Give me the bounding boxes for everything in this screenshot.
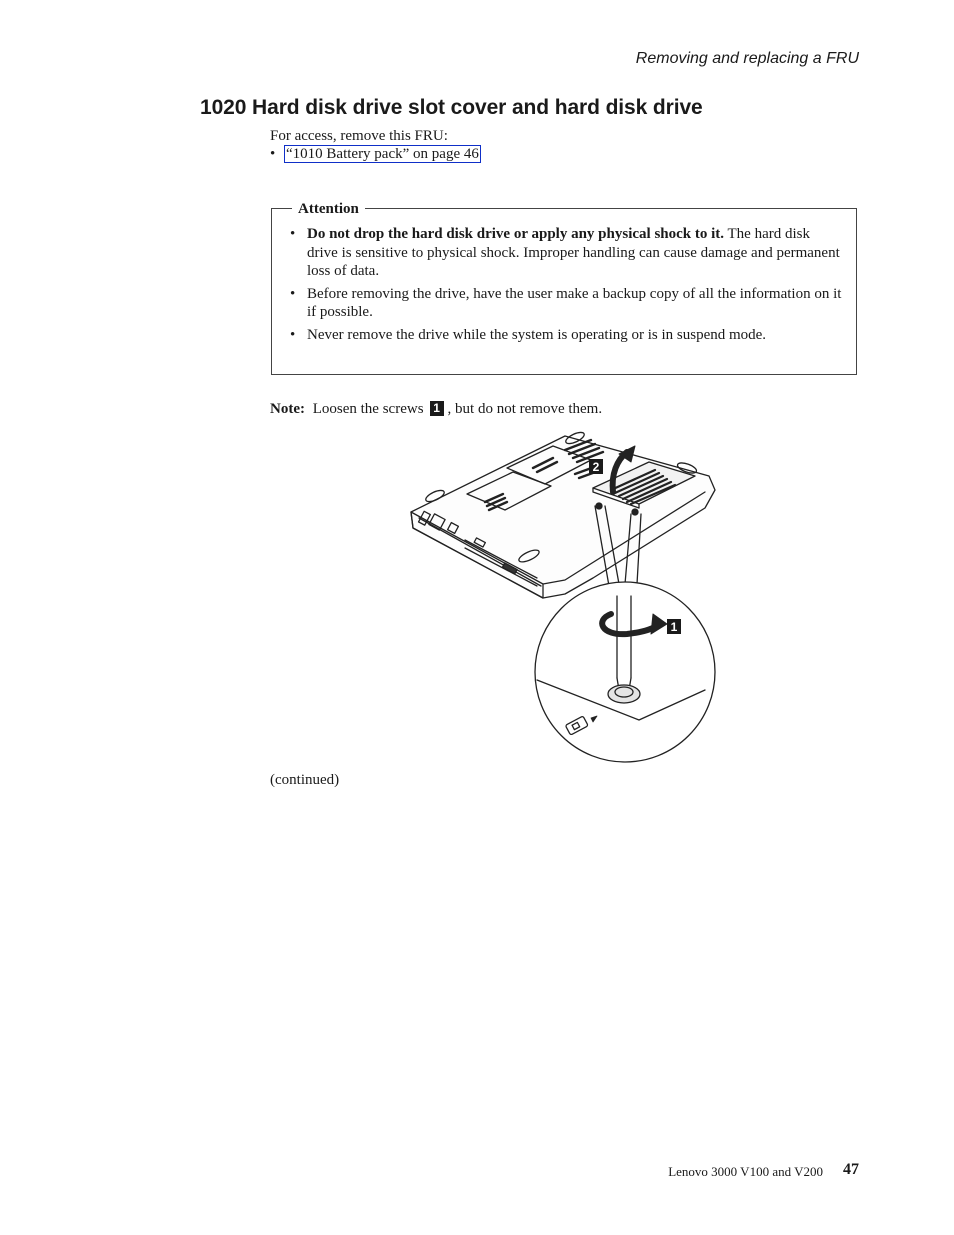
attention-item: • Before removing the drive, have the user make a backup copy of all the information on it if possible.: [290, 285, 842, 321]
attention-box: [271, 201, 857, 375]
hdd-removal-illustration: [405, 428, 723, 764]
attention-item-text: Never remove the drive while the system is operating or is in suspend mode.: [307, 326, 767, 343]
note-paragraph: [270, 400, 602, 418]
running-header: Removing and replacing a FRU: [635, 50, 859, 67]
svg-text:1: 1: [670, 620, 678, 634]
note-text-before: Loosen the screws: [312, 401, 424, 417]
attention-item: • Do not drop the hard disk drive or apply any physical shock to it. The hard disk drive is sensitive to physical shock. Improper handling can cause damage and permanent loss of data.: [290, 226, 840, 280]
attention-item-bold: Do not drop the hard disk drive or apply any physical shock to it.: [307, 226, 725, 242]
callout-1: [667, 619, 681, 634]
note-label: Note:: [270, 401, 305, 417]
step-badge: 1: [430, 401, 444, 416]
attention-title: Attention: [292, 200, 365, 218]
page-number: 47: [843, 1161, 859, 1178]
continued-label: (continued): [270, 772, 340, 788]
battery-pack-link[interactable]: “1010 Battery pack” on page 46: [286, 146, 479, 162]
attention-list: [288, 225, 844, 349]
attention-item: • Never remove the drive while the system is operating or is in suspend mode.: [290, 326, 767, 343]
footer-product: Lenovo 3000 V100 and V200: [668, 1164, 823, 1179]
access-intro: For access, remove this FRU:: [270, 128, 448, 144]
attention-item-text: The hard disk drive is sensitive to physical shock. Improper handling can cause damage and permanent loss of data.: [307, 226, 840, 280]
note-text-after: , but do not remove them.: [447, 401, 603, 417]
section-title: 1020 Hard disk drive slot cover and hard disk drive: [200, 96, 703, 119]
access-list-item: [270, 145, 481, 163]
callout-2: [589, 459, 603, 474]
bullet: •: [270, 146, 276, 162]
attention-item-text: Before removing the drive, have the user make a backup copy of all the information on it if possible.: [307, 285, 842, 321]
svg-text:2: 2: [592, 460, 600, 474]
